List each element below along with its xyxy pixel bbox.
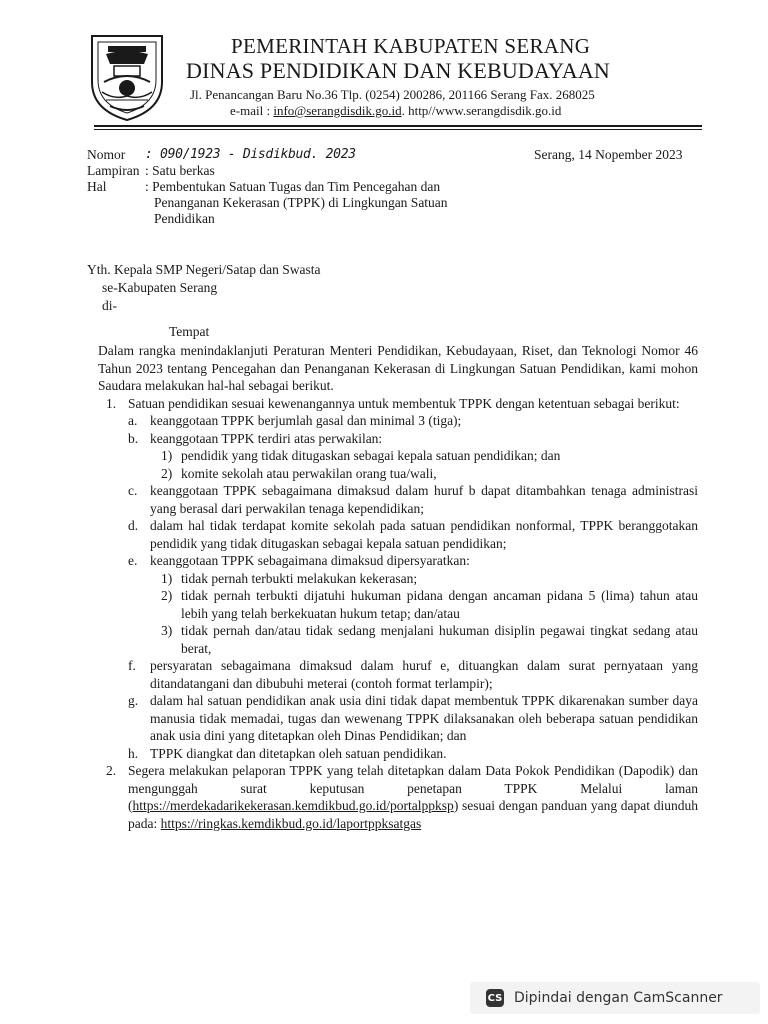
sub-text: dalam hal satuan pendidikan anak usia dini tidak dapat membentuk TPPK dikarenakan sumber daya manusia tidak memadai, tugas dan wewenang TPPK dilaksanakan oleh beberapa satuan pendidikan anak usia dini yang ditetapkan oleh Dinas Pendidikan; dan [150,693,698,743]
letterhead-address: Jl. Penancangan Baru No.36 Tlp. (0254) 200286, 201166 Serang Fax. 268025 [190,87,595,102]
list-item-1 [106,395,698,413]
laporan-tppk-link[interactable]: https://ringkas.kemdikbud.go.id/laportppksatgas [160,815,422,831]
email-prefix: e-mail : [230,103,274,118]
portal-ppksp-link[interactable]: https://merdekadarikekerasan.kemdikbud.go.id/portalppksp [132,798,454,813]
sub-item-e3 [106,622,698,657]
sub-number: f. [128,658,136,673]
sub-text: keanggotaan TPPK terdiri atas perwakilan: [150,430,383,446]
sub-text: keanggotaan TPPK berjumlah gasal dan minimal 3 (tiga); [150,413,462,428]
meta-nomor [87,147,489,163]
letterhead-rule [94,125,702,127]
letter-meta [87,147,489,227]
intro-paragraph: Dalam rangka menindaklanjuti Peraturan Menteri Pendidikan, Kebudayaan, Riset, dan Teknologi Nomor 46 Tahun 2023 tentang Pencegahan dan Penanganan Kekerasan di Lingkungan Satuan Pendidikan, kami mohon Saudara melakukan hal-hal sebagai berikut. [98,343,698,393]
subsub-text: tidak pernah terbukti dijatuhi hukuman pidana dengan ancaman pidana 5 (lima) tahun atau lebih yang telah berkekuatan hukum tetap; dan/atau [181,588,698,621]
sub-item-e [106,552,698,570]
subsub-text: tidak pernah dan/atau tidak sedang menjalani hukuman disiplin pegawai tingkat sedang atau berat, [181,623,698,656]
sub-number: g. [128,693,139,708]
sub-item-e2 [106,587,698,622]
recipient-di: di- [102,298,117,313]
subsub-number: 2) [161,465,173,481]
subsub-number: 1) [161,448,173,463]
sub-number: h. [128,745,139,761]
list-item-2 [106,762,698,832]
email-link[interactable]: info@serangdisdik.go.id [273,103,402,118]
sub-number: d. [128,518,139,533]
subsub-text: komite sekolah atau perwakilan orang tua/wali, [181,465,437,481]
letterhead-government: PEMERINTAH KABUPATEN SERANG [231,34,591,58]
camscanner-text: Dipindai dengan CamScanner [514,990,723,1006]
sub-item-a [106,412,698,430]
sub-item-h [106,745,698,763]
camscanner-icon: CS [486,989,504,1007]
sub-item-b1 [106,447,698,465]
sub-text: keanggotaan TPPK sebagaimana dimaksud dalam huruf b dapat ditambahkan tenaga administrasi yang berasal dari perwakilan tenaga kependidikan; [150,483,698,516]
sub-item-f [106,657,698,692]
sub-text: keanggotaan TPPK sebagaimana dimaksud dipersyaratkan: [150,553,470,568]
subsub-number: 1) [161,570,173,586]
letterhead-contact [176,103,716,119]
item-number: 1. [106,395,117,411]
item2-text-mid: ) sesuai dengan panduan yang dapat diunduh pada: [128,798,698,831]
sub-number: b. [128,430,139,446]
sub-number: e. [128,553,138,568]
letterhead-department: DINAS PENDIDIKAN DAN KEBUDAYAAN [186,58,610,83]
item-number: 2. [106,763,117,778]
website: . http//www.serangdisdik.go.id [401,103,562,118]
sub-text: persyaratan sebagaimana dimaksud dalam huruf e, dituangkan dalam surat pernyataan yang ditandatangani dan dibubuhi meterai (contoh format terlampir); [150,658,698,691]
sub-number: c. [128,483,138,498]
recipient-line: Yth. Kepala SMP Negeri/Satap dan Swasta [87,262,321,277]
letter-body [98,342,698,832]
sub-item-e1 [106,570,698,588]
item2-text-pre: Segera melakukan pelaporan TPPK yang telah ditetapkan dalam Data Pokok Pendidikan (Dapodik) dan mengunggah surat keputusan penetapan TPPK Melalui laman ( [128,763,698,813]
letter-date: Serang, 14 Nopember 2023 [534,147,683,162]
subsub-text: pendidik yang tidak ditugaskan sebagai kepala satuan pendidikan; dan [181,448,561,463]
lampiran-value: : Satu berkas [145,163,215,178]
subsub-number: 2) [161,588,173,603]
sub-text: dalam hal tidak terdapat komite sekolah pada satuan pendidikan nonformal, TPPK beranggotakan pendidik yang tidak ditugaskan sebagai kepala satuan pendidikan; [150,518,698,551]
lampiran-label: Lampiran [87,163,140,178]
letterhead [176,34,716,119]
sub-text: TPPK diangkat dan ditetapkan oleh satuan pendidikan. [150,745,447,761]
item-text: Satuan pendidikan sesuai kewenangannya untuk membentuk TPPK dengan ketentuan sebagai berikut: [128,395,680,411]
meta-lampiran [87,163,489,179]
subsub-text: tidak pernah terbukti melakukan kekerasan; [181,570,418,586]
sub-item-g [106,692,698,745]
recipient-place: Tempat [169,324,210,339]
sub-item-b [106,430,698,448]
meta-hal [87,179,489,227]
recipient-address [87,261,320,341]
kabupaten-serang-emblem-icon [84,30,170,122]
hal-value: : Pembentukan Satuan Tugas dan Tim Pencegahan dan Penanganan Kekerasan (TPPK) di Lingkungan Satuan Pendidikan [145,179,448,226]
camscanner-badge [470,982,760,1014]
nomor-label: Nomor [87,147,126,162]
subsub-number: 3) [161,623,173,638]
item-text [128,762,698,832]
sub-number: a. [128,413,138,428]
sub-item-c [106,482,698,517]
letterhead-rule-thin [94,129,702,130]
recipient-region: se-Kabupaten Serang [102,280,218,295]
nomor-value: : 090/1923 - Disdikbud. 2023 [145,147,356,162]
hal-label: Hal [87,179,107,194]
sub-item-b2 [106,465,698,483]
sub-item-d [106,517,698,552]
